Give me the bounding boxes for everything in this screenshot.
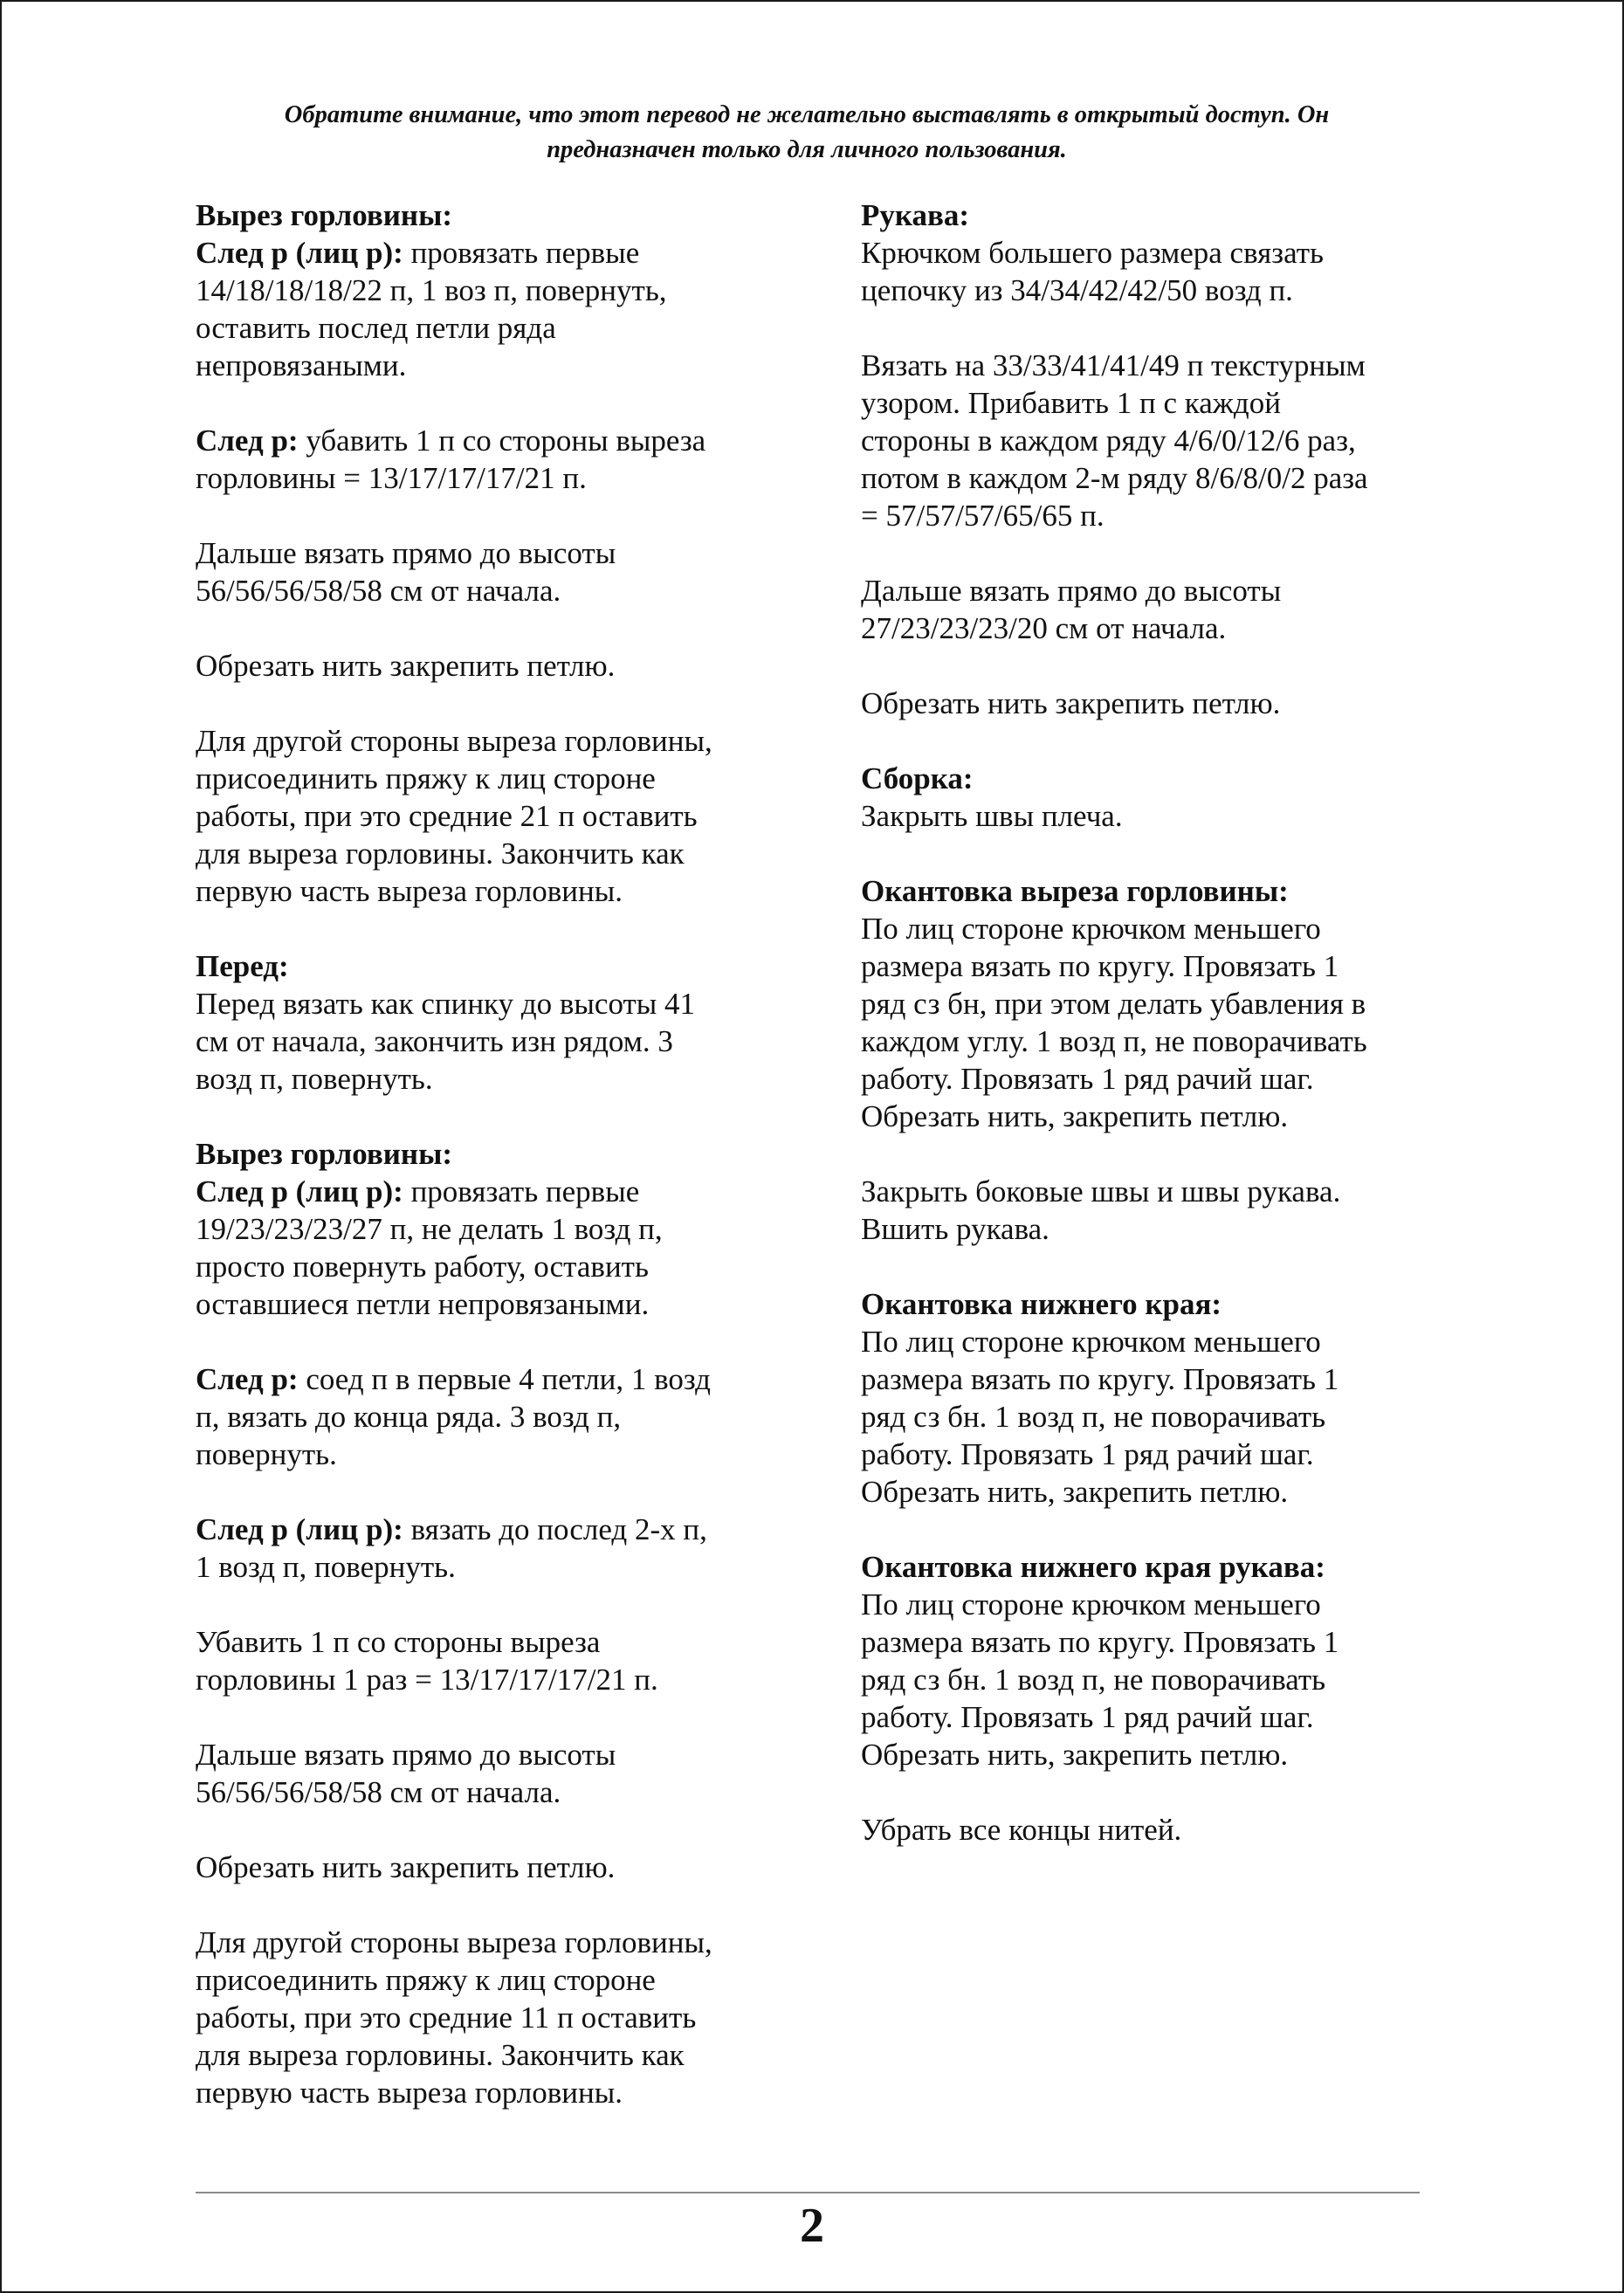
text-run: соед п в первые 4 петли, 1 возд: [298, 1362, 711, 1396]
text-line: ряд сз бн. 1 возд п, не поворачивать: [861, 1663, 1326, 1697]
text-line: [196, 1360, 807, 1398]
text-line: По лиц стороне крючком меньшего: [861, 1587, 1321, 1622]
row-label: След р (лиц р):: [196, 1174, 403, 1208]
text-line: Для другой стороны выреза горловины,: [196, 1925, 712, 1959]
text-line: Обрезать нить, закрепить петлю.: [861, 1099, 1289, 1133]
text-line: Обрезать нить закрепить петлю.: [196, 649, 616, 683]
paragraph: [861, 1173, 1472, 1248]
text-run: убавить 1 п со стороны выреза: [298, 423, 706, 458]
text-line: потом в каждом 2-м ряду 8/6/8/0/2 раза: [861, 461, 1368, 495]
privacy-notice: [196, 98, 1418, 168]
right-column: [861, 196, 1472, 1849]
text-run: провязать первые: [403, 236, 640, 270]
text-line: стороны в каждом ряду 4/6/0/12/6 раз,: [861, 423, 1356, 458]
section-heading: Вырез горловины:: [196, 1137, 453, 1171]
text-line: Крючком большего размера связать: [861, 236, 1324, 270]
text-line: Обрезать нить закрепить петлю.: [196, 1850, 616, 1884]
text-line: 56/56/56/58/58 см от начала.: [196, 574, 561, 608]
text-line: Дальше вязать прямо до высоты: [196, 536, 616, 570]
text-line: оставить послед петли ряда: [196, 311, 556, 345]
text-line: горловины 1 раз = 13/17/17/17/21 п.: [196, 1663, 658, 1697]
text-line: первую часть выреза горловины.: [196, 874, 623, 908]
text-line: присоединить пряжу к лиц стороне: [196, 1963, 656, 1997]
text-line: [196, 422, 807, 459]
text-line: 56/56/56/58/58 см от начала.: [196, 1775, 561, 1809]
text-line: для выреза горловины. Закончить как: [196, 837, 685, 871]
text-line: Убавить 1 п со стороны выреза: [196, 1625, 601, 1659]
footer-divider: [196, 2192, 1420, 2193]
paragraph: [196, 1736, 807, 1811]
paragraph: [196, 722, 807, 910]
text-line: работы, при это средние 21 п оставить: [196, 799, 698, 833]
paragraph: [196, 534, 807, 609]
text-line: цепочку из 34/34/42/42/50 возд п.: [861, 273, 1293, 307]
section-heading: Перед:: [196, 949, 289, 983]
section-neckline-back: [196, 196, 807, 384]
text-line: повернуть.: [196, 1437, 337, 1471]
text-line: размера вязать по кругу. Провязать 1: [861, 949, 1339, 983]
text-line: По лиц стороне крючком меньшего: [861, 1325, 1321, 1359]
text-line: 14/18/18/18/22 п, 1 воз п, повернуть,: [196, 273, 667, 307]
text-line: Вязать на 33/33/41/41/49 п текстурным: [861, 348, 1366, 382]
text-line: п, вязать до конца ряда. 3 возд п,: [196, 1400, 622, 1434]
text-line: 27/23/23/23/20 см от начала.: [861, 611, 1227, 645]
left-column: [196, 196, 807, 2111]
text-line: каждом углу. 1 возд п, не поворачивать: [861, 1024, 1367, 1058]
paragraph: [861, 572, 1472, 647]
text-run: провязать первые: [403, 1174, 640, 1208]
page-number: 2: [800, 2199, 824, 2253]
text-line: Обрезать нить, закрепить петлю.: [861, 1475, 1289, 1509]
row-label: След р:: [196, 1362, 299, 1396]
text-line: первую часть выреза горловины.: [196, 2076, 623, 2110]
row-label: След р (лиц р):: [196, 236, 403, 270]
section-neckline-edging: [861, 872, 1472, 1135]
paragraph: [196, 1924, 807, 2111]
paragraph: [861, 685, 1472, 722]
text-line: [196, 1173, 807, 1210]
notice-line: Обратите внимание, что этот перевод не желательно выставлять в открытый доступ. Он: [284, 101, 1330, 128]
text-line: работы, при это средние 11 п оставить: [196, 2000, 697, 2035]
text-line: Для другой стороны выреза горловины,: [196, 724, 712, 758]
text-line: [196, 1511, 807, 1548]
text-line: размера вязать по кругу. Провязать 1: [861, 1362, 1339, 1396]
paragraph: [861, 1811, 1472, 1849]
text-line: работу. Провязать 1 ряд рачий шаг.: [861, 1437, 1314, 1471]
text-line: непровязаными.: [196, 348, 407, 382]
text-line: присоединить пряжу к лиц стороне: [196, 761, 656, 795]
section-assembly: [861, 760, 1472, 835]
text-line: работу. Провязать 1 ряд рачий шаг.: [861, 1062, 1314, 1096]
text-line: Перед вязать как спинку до высоты 41: [196, 987, 696, 1021]
text-line: горловины = 13/17/17/17/21 п.: [196, 461, 587, 495]
text-line: возд п, повернуть.: [196, 1062, 433, 1096]
section-sleeve-edging: [861, 1548, 1472, 1773]
section-bottom-edging: [861, 1285, 1472, 1511]
section-heading: Сборка:: [861, 761, 974, 795]
text-line: для выреза горловины. Закончить как: [196, 2038, 685, 2072]
section-heading: Окантовка нижнего края:: [861, 1287, 1222, 1321]
text-line: 19/23/23/23/27 п, не делать 1 возд п,: [196, 1212, 663, 1246]
text-line: Закрыть боковые швы и швы рукава.: [861, 1174, 1341, 1208]
text-line: размера вязать по кругу. Провязать 1: [861, 1625, 1339, 1659]
text-line: [196, 234, 807, 272]
text-line: работу. Провязать 1 ряд рачий шаг.: [861, 1700, 1314, 1734]
paragraph: [196, 1360, 807, 1473]
text-line: узором. Прибавить 1 п с каждой: [861, 386, 1281, 420]
text-line: Убрать все концы нитей.: [861, 1813, 1182, 1847]
section-front: [196, 947, 807, 1098]
notice-line: предназначен только для личного пользования.: [547, 136, 1067, 163]
text-line: Обрезать нить закрепить петлю.: [861, 686, 1281, 720]
paragraph: [196, 1623, 807, 1698]
text-line: Дальше вязать прямо до высоты: [861, 574, 1282, 608]
paragraph: [196, 1511, 807, 1586]
text-run: вязать до послед 2-х п,: [403, 1512, 707, 1546]
text-line: По лиц стороне крючком меньшего: [861, 912, 1321, 946]
section-heading: Окантовка выреза горловины:: [861, 874, 1289, 908]
text-line: = 57/57/57/65/65 п.: [861, 499, 1104, 533]
paragraph: [196, 647, 807, 685]
text-line: оставшиеся петли непровязаными.: [196, 1287, 650, 1321]
text-line: см от начала, закончить изн рядом. 3: [196, 1024, 673, 1058]
section-sleeves: [861, 196, 1472, 309]
paragraph: [196, 422, 807, 497]
paragraph: [196, 1849, 807, 1886]
row-label: След р (лиц р):: [196, 1512, 403, 1546]
section-neckline-front: [196, 1135, 807, 1323]
text-line: ряд сз бн, при этом делать убавления в: [861, 987, 1366, 1021]
section-heading: Окантовка нижнего края рукава:: [861, 1550, 1325, 1584]
section-heading: Вырез горловины:: [196, 198, 453, 232]
row-label: След р:: [196, 423, 299, 458]
text-line: просто повернуть работу, оставить: [196, 1250, 649, 1284]
text-line: 1 возд п, повернуть.: [196, 1550, 456, 1584]
text-line: Обрезать нить, закрепить петлю.: [861, 1738, 1289, 1772]
text-line: Вшить рукава.: [861, 1212, 1049, 1246]
section-heading: Рукава:: [861, 198, 970, 232]
text-line: ряд сз бн. 1 возд п, не поворачивать: [861, 1400, 1326, 1434]
text-line: Дальше вязать прямо до высоты: [196, 1738, 616, 1772]
text-line: Закрыть швы плеча.: [861, 799, 1123, 833]
paragraph: [861, 347, 1472, 534]
